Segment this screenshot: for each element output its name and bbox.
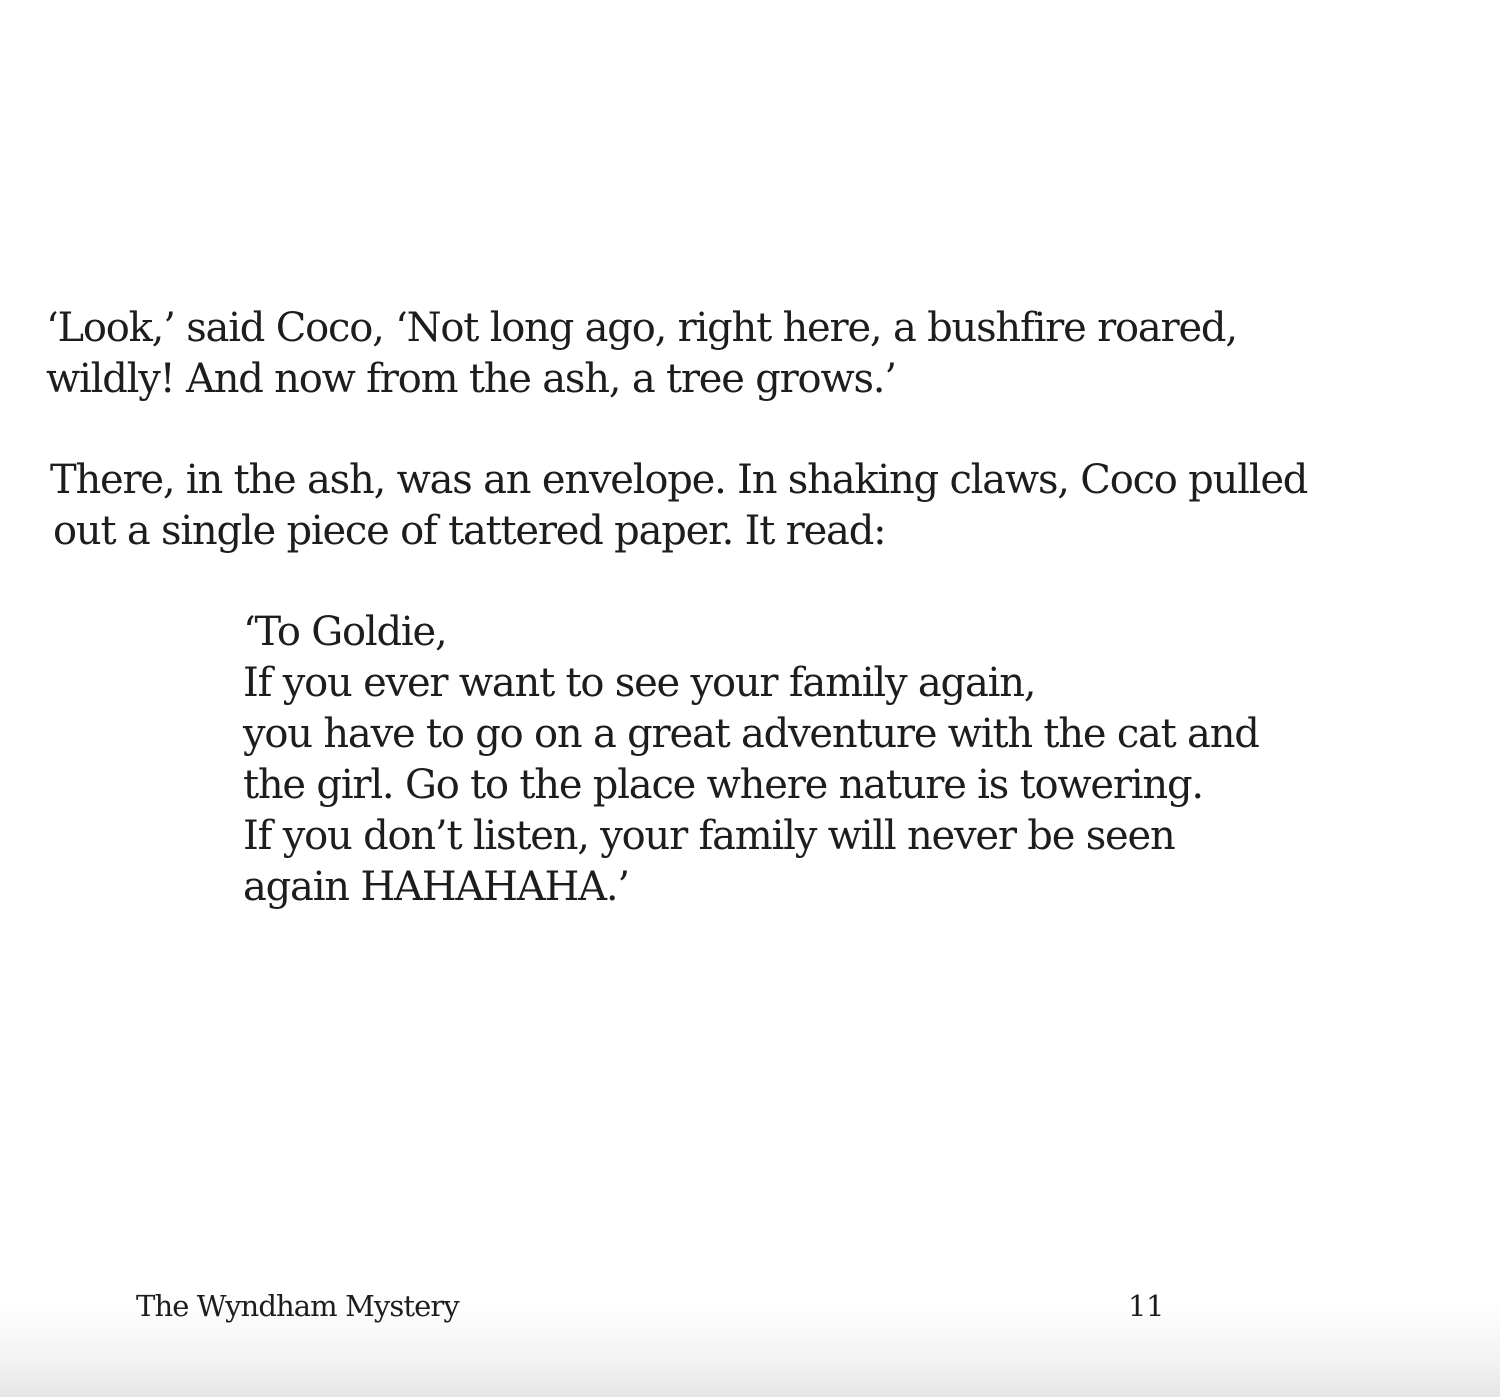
letter-line: you have to go on a great adventure with the cat and xyxy=(243,711,1259,757)
letter-line: If you don’t listen, your family will never be seen xyxy=(243,813,1175,859)
text-line: There, in the ash, was an envelope. In shaking claws, Coco pulled xyxy=(50,457,1308,503)
text-line: out a single piece of tattered paper. It read: xyxy=(53,508,886,554)
story-paragraph xyxy=(50,455,1307,557)
text-line: wildly! And now from the ash, a tree grows.’ xyxy=(46,356,896,402)
letter-line: again HAHAHAHA.’ xyxy=(243,864,629,910)
letter-line: If you ever want to see your family again, xyxy=(243,660,1036,706)
story-paragraph xyxy=(46,303,1237,405)
letter-line: the girl. Go to the place where nature is towering. xyxy=(243,762,1203,808)
page-number: 11 xyxy=(1128,1289,1164,1323)
text-line: ‘Look,’ said Coco, ‘Not long ago, right here, a bushfire roared, xyxy=(46,305,1237,351)
letter-line: ‘To Goldie, xyxy=(243,609,447,655)
footer-book-title: The Wyndham Mystery xyxy=(136,1289,459,1323)
letter-quote xyxy=(243,607,1259,913)
